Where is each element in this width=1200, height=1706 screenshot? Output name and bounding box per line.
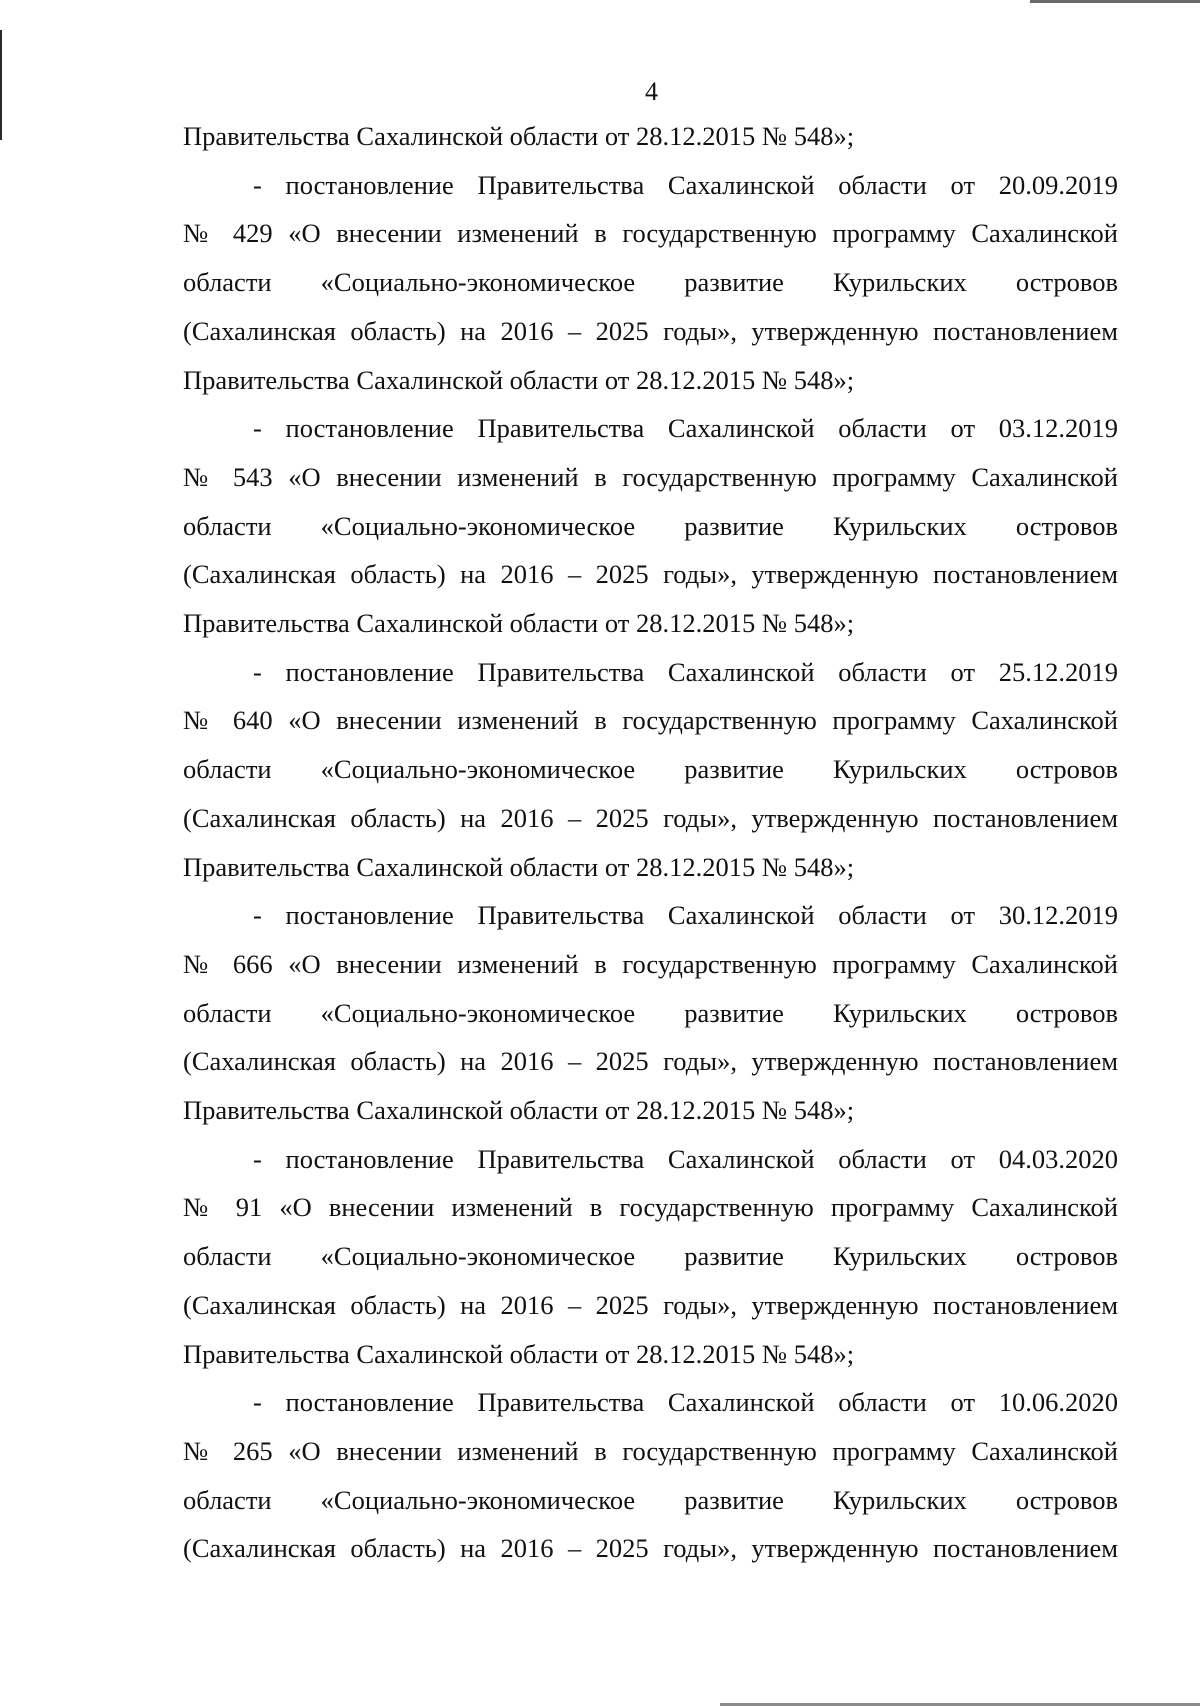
text-line: № 265 «О внесении изменений в государственную программу Сахалинской	[183, 1435, 1118, 1466]
text-line: Правительства Сахалинской области от 28.12.2015 № 548»;	[183, 121, 855, 151]
text-line: № 640 «О внесении изменений в государственную программу Сахалинской	[183, 705, 1118, 736]
list-item-start-line: - постановление Правительства Сахалинской области от 03.12.2019	[253, 413, 1118, 444]
text-line: (Сахалинская область) на 2016 – 2025 годы», утвержденную постановлением	[183, 802, 1118, 833]
text-line: (Сахалинская область) на 2016 – 2025 годы», утвержденную постановлением	[183, 1046, 1118, 1077]
text-line: Правительства Сахалинской области от 28.12.2015 № 548»;	[183, 1095, 855, 1126]
list-item-start-line: - постановление Правительства Сахалинской области от 25.12.2019	[253, 656, 1118, 687]
text-line: Правительства Сахалинской области от 28.12.2015 № 548»;	[183, 608, 855, 639]
text-line: № 666 «О внесении изменений в государственную программу Сахалинской	[183, 948, 1118, 979]
text-line: (Сахалинская область) на 2016 – 2025 годы», утвержденную постановлением	[183, 1533, 1118, 1564]
scan-edge-artifact	[1030, 0, 1200, 3]
list-item-start-line: - постановление Правительства Сахалинской области от 30.12.2019	[253, 900, 1118, 931]
list-item-start-line: - постановление Правительства Сахалинской области от 10.06.2020	[253, 1387, 1118, 1418]
text-line: области «Социально-экономическое развитие Курильских островов	[183, 1241, 1118, 1272]
text-line: области «Социально-экономическое развитие Курильских островов	[183, 997, 1118, 1028]
text-line: (Сахалинская область) на 2016 – 2025 годы», утвержденную постановлением	[183, 559, 1118, 590]
list-item-start-line: - постановление Правительства Сахалинской области от 20.09.2019	[253, 169, 1118, 200]
text-line: Правительства Сахалинской области от 28.12.2015 № 548»;	[183, 1338, 855, 1369]
text-line: области «Социально-экономическое развитие Курильских островов	[183, 267, 1118, 298]
list-item-start-line: - постановление Правительства Сахалинской области от 04.03.2020	[253, 1143, 1118, 1174]
text-line: № 91 «О внесении изменений в государственную программу Сахалинской	[183, 1192, 1118, 1223]
text-line: Правительства Сахалинской области от 28.12.2015 № 548»;	[183, 364, 855, 395]
text-line: области «Социально-экономическое развитие Курильских островов	[183, 510, 1118, 541]
text-line: области «Социально-экономическое развитие Курильских островов	[183, 754, 1118, 785]
text-line: Правительства Сахалинской области от 28.12.2015 № 548»;	[183, 851, 855, 882]
text-line: № 543 «О внесении изменений в государственную программу Сахалинской	[183, 461, 1118, 492]
text-line: (Сахалинская область) на 2016 – 2025 годы», утвержденную постановлением	[183, 1289, 1118, 1320]
text-line: области «Социально-экономическое развитие Курильских островов	[183, 1484, 1118, 1515]
document-body	[183, 112, 1118, 1573]
text-line: № 429 «О внесении изменений в государственную программу Сахалинской	[183, 218, 1118, 249]
text-line: (Сахалинская область) на 2016 – 2025 годы», утвержденную постановлением	[183, 315, 1118, 346]
page-number: 4	[645, 77, 658, 106]
